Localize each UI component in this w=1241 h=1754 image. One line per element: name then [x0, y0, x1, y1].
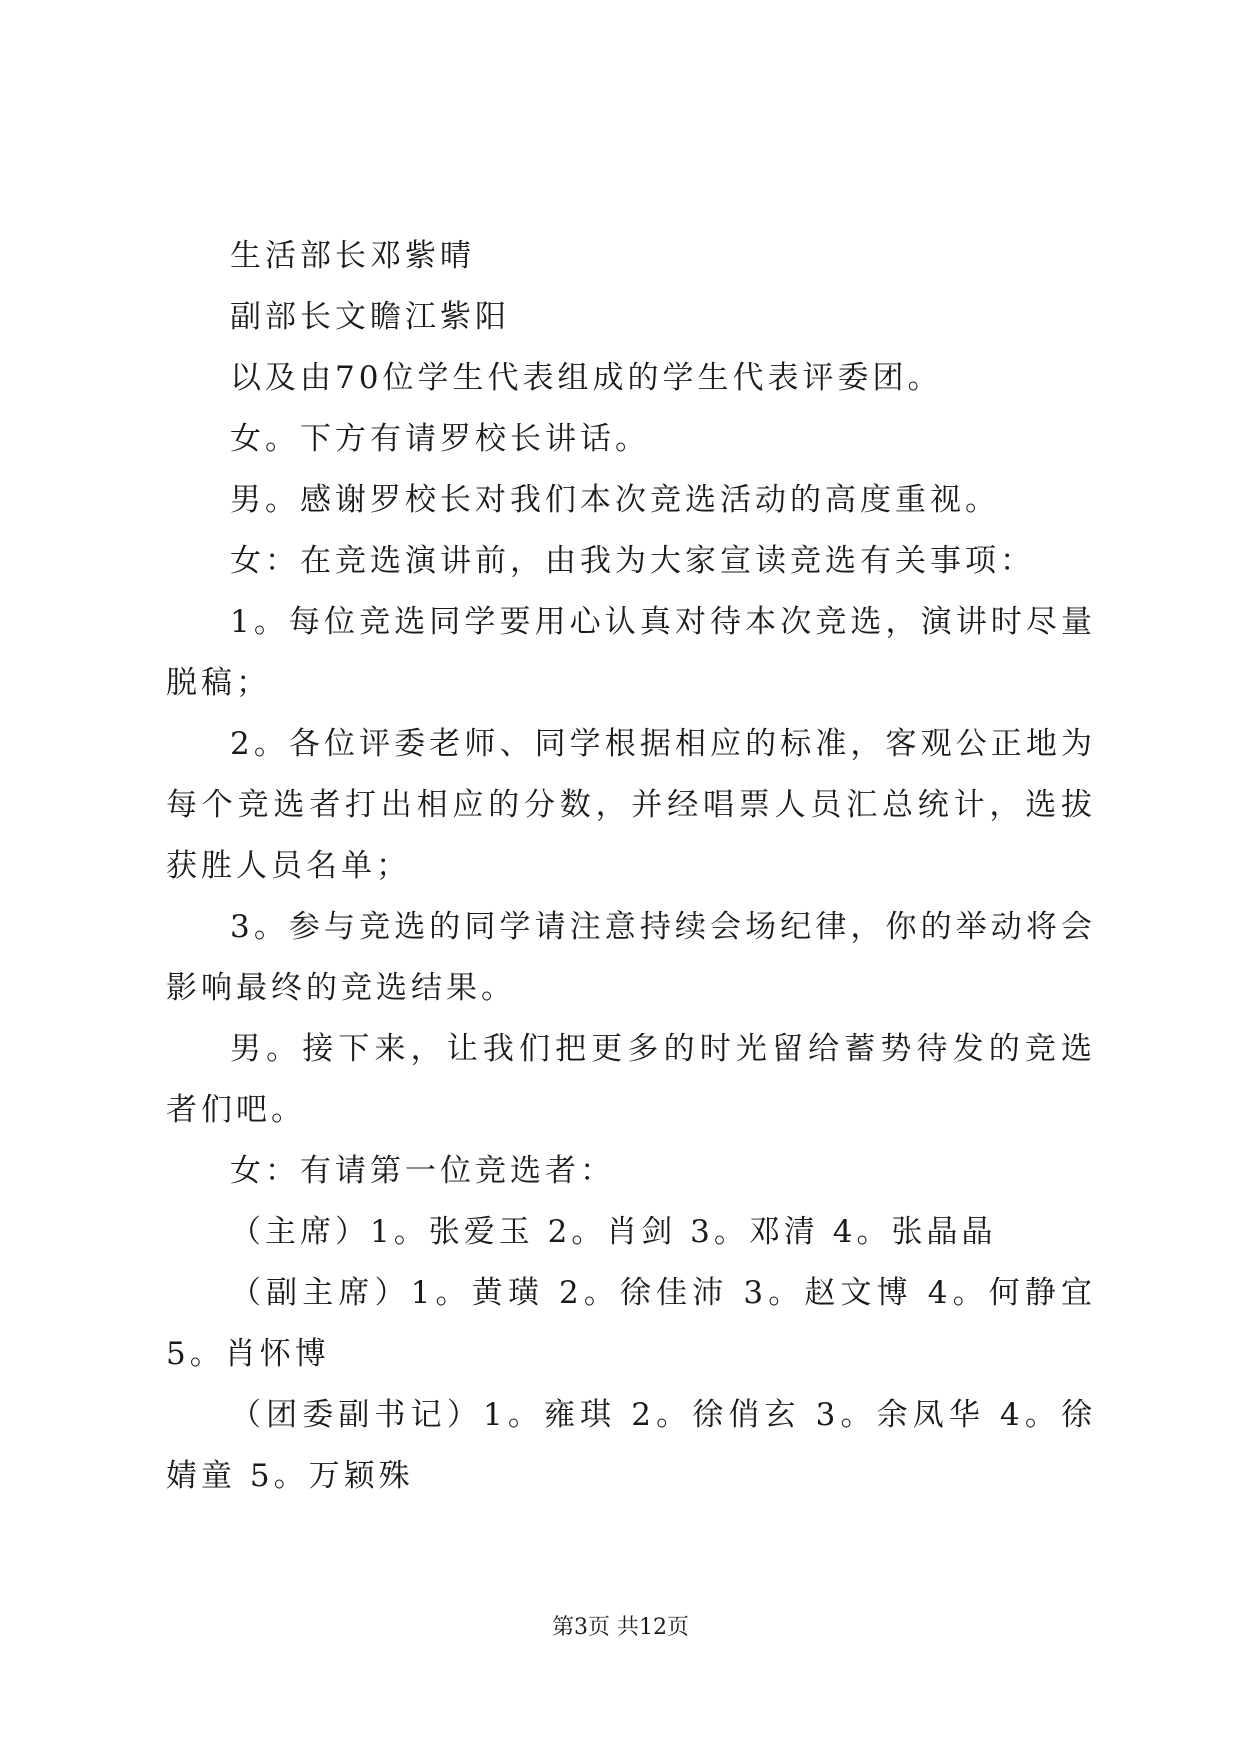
paragraph: 生活部长邓紫晴 [230, 238, 475, 274]
paragraph: 以及由70位学生代表组成的学生代表评委团。 [230, 360, 943, 396]
paragraph: 2。各位评委老师、同学根据相应的标准，客观公正地为每个竞选者打出相应的分数，并经唱票人员汇总统计，选拔获胜人员名单； [166, 726, 1096, 884]
document-body [166, 226, 1096, 1507]
paragraph: （主席）1。张爱玉 2。肖剑 3。邓清 4。张晶晶 [230, 1214, 997, 1250]
paragraph: 男。接下来，让我们把更多的时光留给蓄势待发的竞选者们吧。 [166, 1031, 1096, 1128]
paragraph: 男。感谢罗校长对我们本次竞选活动的高度重视。 [230, 482, 1000, 518]
paragraph: 1。每位竞选同学要用心认真对待本次竞选，演讲时尽量脱稿； [166, 604, 1096, 701]
paragraph: （团委副书记）1。雍琪 2。徐俏玄 3。余凤华 4。徐婧童 5。万颖殊 [166, 1397, 1096, 1494]
paragraph: 女。下方有请罗校长讲话。 [230, 421, 650, 457]
paragraph: （副主席）1。黄璜 2。徐佳沛 3。赵文博 4。何静宜 5。肖怀博 [166, 1275, 1096, 1372]
paragraph: 3。参与竞选的同学请注意持续会场纪律，你的举动将会影响最终的竞选结果。 [166, 909, 1096, 1006]
paragraph: 女：有请第一位竞选者： [230, 1153, 615, 1189]
paragraph: 副部长文瞻江紫阳 [230, 299, 510, 335]
paragraph: 女：在竞选演讲前，由我为大家宣读竞选有关事项： [230, 543, 1035, 579]
page-footer: 第3页 共12页 [552, 1615, 689, 1640]
